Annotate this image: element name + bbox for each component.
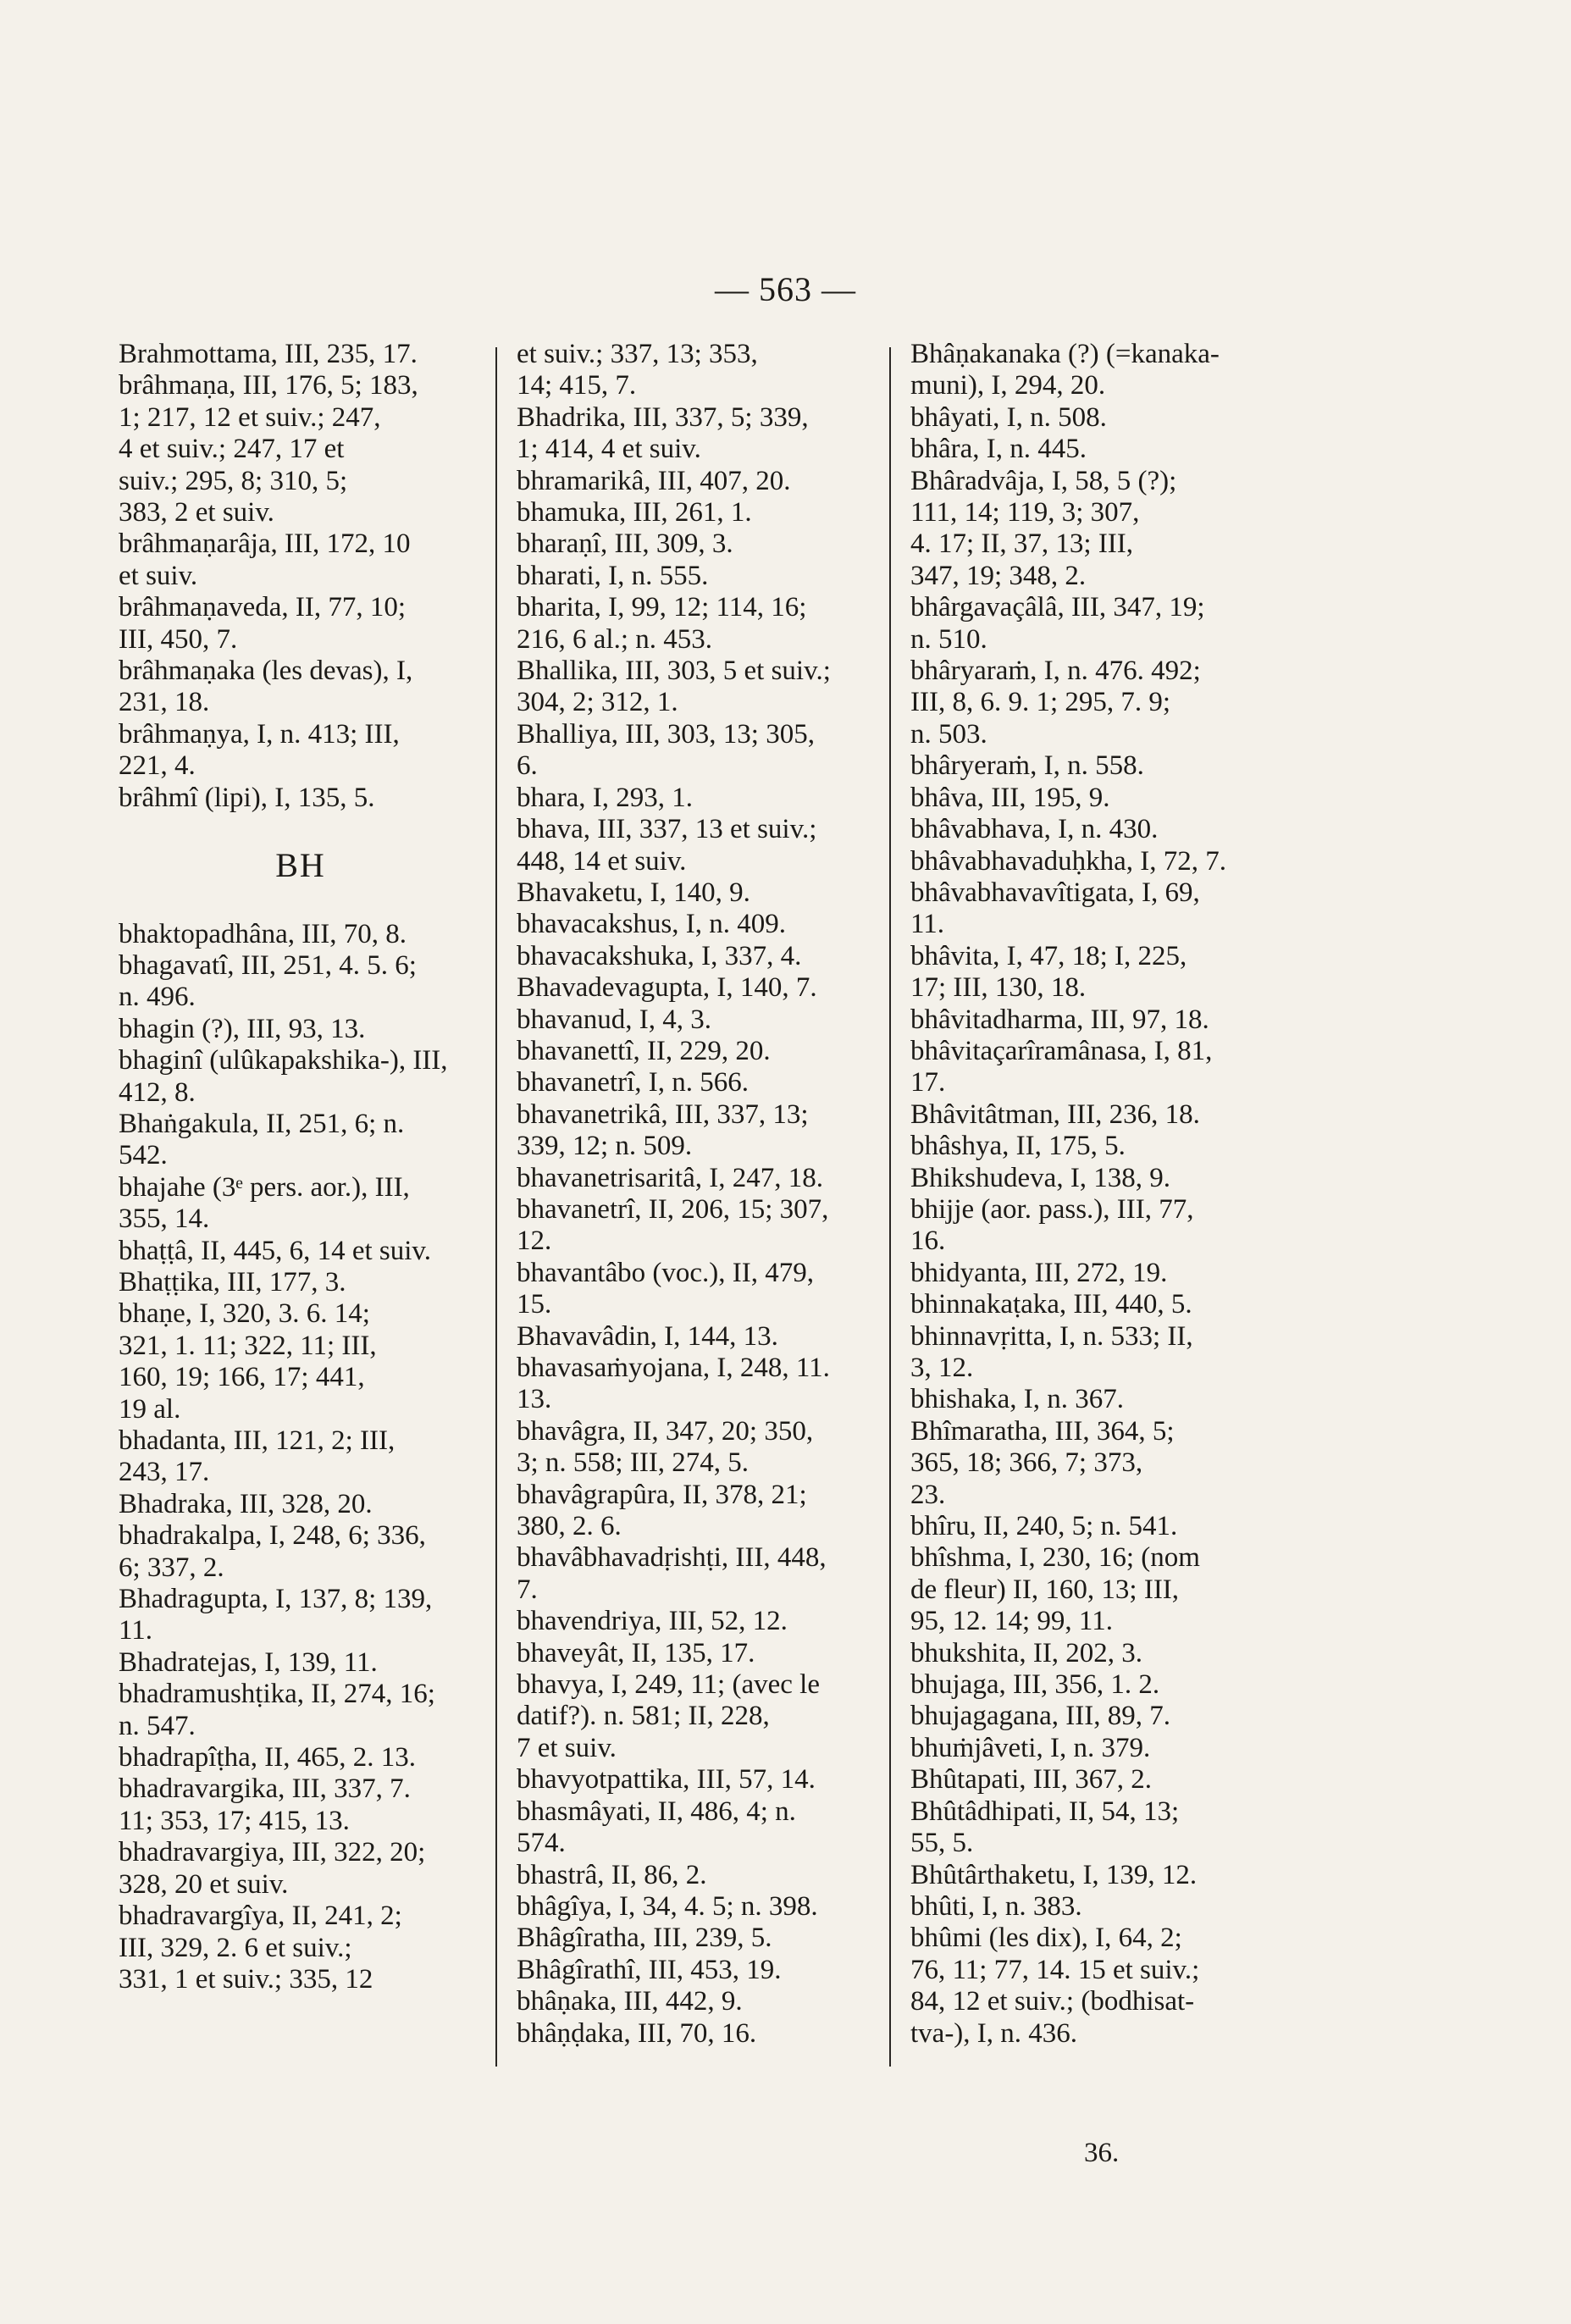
- entry-line: bhâṇḍaka, III, 70, 16.: [517, 2017, 757, 2049]
- index-entry: [517, 1416, 881, 1480]
- entry-line: bhâgîya, I, 34, 4. 5; n. 398.: [517, 1890, 818, 1922]
- index-entry: [910, 339, 1283, 402]
- entry-line: bhadrakalpa, I, 248, 6; 336,: [119, 1520, 426, 1552]
- entry-line: bhishaka, I, n. 367.: [910, 1384, 1125, 1415]
- entry-line: Bhûtârthaketu, I, 139, 12.: [910, 1859, 1198, 1890]
- index-entry: [517, 1542, 881, 1606]
- index-entry: [517, 941, 881, 972]
- entry-line: bhajahe (3ᵉ pers. aor.), III,: [119, 1171, 410, 1203]
- entry-line: Bhadrika, III, 337, 5; 339,: [517, 401, 809, 433]
- entry-line: bhavantâbo (voc.), II, 479,: [517, 1257, 814, 1288]
- index-entry: [910, 1638, 1283, 1669]
- index-entry: [517, 1860, 881, 1891]
- entry-line: bhavâbhavadṛishṭi, III, 448,: [517, 1542, 827, 1574]
- entry-line: bhagin (?), III, 93, 13.: [119, 1013, 366, 1044]
- index-entry: [517, 2018, 881, 2050]
- entry-line: Bhalliya, III, 303, 13; 305,: [517, 718, 815, 750]
- index-entry: [910, 1036, 1283, 1099]
- index-entry: [119, 1773, 483, 1837]
- index-entry: [910, 1733, 1283, 1764]
- index-entry: [910, 783, 1283, 814]
- entry-line: brâhmaṇaka (les devas), I,: [119, 656, 413, 687]
- index-entry: [910, 1860, 1283, 1891]
- index-entry: [910, 1131, 1283, 1162]
- entry-line: bhaveyât, II, 135, 17.: [517, 1637, 755, 1668]
- entry-line: bhâryaraṁ, I, n. 476. 492;: [910, 656, 1201, 687]
- entry-line: Bhavadevagupta, I, 140, 7.: [517, 972, 817, 1004]
- entry-line: bhâvabhavavîtigata, I, 69,: [910, 877, 1200, 908]
- entry-line: bhadramushṭika, II, 274, 16;: [119, 1679, 435, 1710]
- entry-line: 365, 18; 366, 7; 373,: [910, 1447, 1143, 1479]
- entry-line: bhara, I, 293, 1.: [517, 782, 694, 813]
- entry-line: 380, 2. 6.: [517, 1511, 622, 1542]
- entry-line: bhavanettî, II, 229, 20.: [517, 1035, 771, 1066]
- entry-line: III, 450, 7.: [119, 623, 238, 655]
- index-entry: [517, 1194, 881, 1258]
- index-entry: [517, 909, 881, 940]
- index-entry: [517, 719, 881, 783]
- entry-line: bhadravargîya, II, 241, 2;: [119, 1901, 402, 1932]
- entry-line: brâhmî (lipi), I, 135, 5.: [119, 782, 375, 813]
- index-entry: [910, 1004, 1283, 1036]
- entry-line: 15.: [517, 1289, 552, 1320]
- index-entry: [910, 1289, 1283, 1320]
- entry-line: bhâryeraṁ, I, n. 558.: [910, 750, 1144, 782]
- entry-line: Bhâṇakanaka (?) (=kanaka-: [910, 339, 1220, 369]
- entry-line: bhidyanta, III, 272, 19.: [910, 1257, 1168, 1288]
- index-entry: [910, 434, 1283, 465]
- index-entry: [517, 1796, 881, 1860]
- entry-line: 231, 18.: [119, 687, 210, 718]
- entry-line: bhâra, I, n. 445.: [910, 434, 1087, 465]
- entry-line: bharaṇî, III, 309, 3.: [517, 528, 733, 560]
- index-entry: [910, 1321, 1283, 1385]
- entry-line: 4 et suiv.; 247, 17 et: [119, 434, 345, 465]
- index-entry: [517, 1986, 881, 2017]
- entry-line: bhavâgra, II, 347, 20; 350,: [517, 1415, 814, 1447]
- index-entry: [910, 1891, 1283, 1923]
- index-entry: [119, 592, 483, 656]
- entry-line: 355, 14.: [119, 1204, 210, 1235]
- entry-line: bhâvitadharma, III, 97, 18.: [910, 1004, 1209, 1035]
- entry-line: 11; 353, 17; 415, 13.: [119, 1805, 350, 1836]
- entry-line: brâhmaṇya, I, n. 413; III,: [119, 718, 400, 750]
- entry-line: bhavacakshuka, I, 337, 4.: [517, 940, 802, 971]
- entry-line: Bhadragupta, I, 137, 8; 139,: [119, 1584, 433, 1615]
- entry-line: bhâshya, II, 175, 5.: [910, 1131, 1126, 1162]
- entry-line: 23.: [910, 1479, 946, 1510]
- index-entry: [910, 941, 1283, 1004]
- index-column-middle: [517, 339, 881, 2050]
- entry-line: Bhikshudeva, I, 138, 9.: [910, 1162, 1171, 1193]
- index-entry: [517, 1606, 881, 1637]
- entry-line: bhukshita, II, 202, 3.: [910, 1637, 1143, 1668]
- index-entry: [119, 656, 483, 719]
- entry-line: bhaginî (ulûkapakshika-), III,: [119, 1045, 448, 1076]
- entry-line: bhadrapîṭha, II, 465, 2. 13.: [119, 1742, 416, 1773]
- entry-line: n. 496.: [119, 982, 196, 1013]
- entry-line: 331, 1 et suiv.; 335, 12: [119, 1963, 373, 1995]
- index-entry: [119, 1520, 483, 1584]
- entry-line: 216, 6 al.; n. 453.: [517, 623, 712, 655]
- index-entry: [517, 1321, 881, 1353]
- entry-line: n. 547.: [119, 1710, 196, 1741]
- entry-line: bhâva, III, 195, 9.: [910, 782, 1110, 813]
- entry-line: Bhûtâdhipati, II, 54, 13;: [910, 1796, 1180, 1827]
- index-entry: [910, 1163, 1283, 1194]
- entry-line: 383, 2 et suiv.: [119, 497, 274, 528]
- index-entry: [119, 1109, 483, 1172]
- entry-line: 542.: [119, 1140, 168, 1171]
- entry-line: bhavacakshus, I, n. 409.: [517, 909, 787, 940]
- index-entry: [119, 1584, 483, 1647]
- entry-line: bhadravargika, III, 337, 7.: [119, 1773, 411, 1805]
- index-entry: [517, 1353, 881, 1416]
- index-entry: [517, 1163, 881, 1194]
- entry-line: 339, 12; n. 509.: [517, 1131, 693, 1162]
- entry-line: bhagavatî, III, 251, 4. 5. 6;: [119, 949, 417, 981]
- index-entry: [119, 783, 483, 814]
- index-entry: [119, 1045, 483, 1109]
- entry-line: 448, 14 et suiv.: [517, 845, 687, 877]
- entry-line: bhâvabhava, I, n. 430.: [910, 814, 1159, 845]
- entry-line: Bhallika, III, 303, 5 et suiv.;: [517, 656, 831, 687]
- entry-line: Bhâgîratha, III, 239, 5.: [517, 1923, 772, 1954]
- entry-line: bhîshma, I, 230, 16; (nom: [910, 1542, 1200, 1574]
- entry-line: bhijje (aor. pass.), III, 77,: [910, 1193, 1194, 1225]
- entry-line: bhramarikâ, III, 407, 20.: [517, 465, 791, 496]
- column-divider: [495, 347, 497, 2067]
- entry-line: brâhmaṇaveda, II, 77, 10;: [119, 592, 407, 623]
- entry-line: bhinnakaṭaka, III, 440, 5.: [910, 1289, 1192, 1320]
- entry-line: 1; 217, 12 et suiv.; 247,: [119, 401, 381, 433]
- index-entry: [119, 919, 483, 950]
- index-entry: [119, 1837, 483, 1901]
- entry-line: bhavanud, I, 4, 3.: [517, 1004, 712, 1035]
- index-entry: [517, 1099, 881, 1163]
- index-entry: [517, 1764, 881, 1796]
- index-entry: [910, 1384, 1283, 1415]
- entry-line: Brahmottama, III, 235, 17.: [119, 339, 418, 369]
- index-entry: [910, 877, 1283, 941]
- entry-line: bhaktopadhâna, III, 70, 8.: [119, 918, 407, 949]
- entry-line: 304, 2; 312, 1.: [517, 687, 678, 718]
- entry-line: bhîru, II, 240, 5; n. 541.: [910, 1511, 1178, 1542]
- entry-line: 111, 14; 119, 3; 307,: [910, 497, 1140, 528]
- entry-line: bhûti, I, n. 383.: [910, 1890, 1082, 1922]
- index-entry: [517, 466, 881, 497]
- index-entry: [910, 1099, 1283, 1131]
- entry-line: 1; 414, 4 et suiv.: [517, 434, 701, 465]
- entry-line: bhaṇe, I, 320, 3. 6. 14;: [119, 1298, 370, 1330]
- entry-line: 321, 1. 11; 322, 11; III,: [119, 1330, 377, 1361]
- entry-line: bhâvita, I, 47, 18; I, 225,: [910, 940, 1187, 971]
- index-column-left: [119, 339, 483, 1995]
- entry-line: 16.: [910, 1226, 946, 1257]
- index-entry: [517, 783, 881, 814]
- entry-line: bhavasaṁyojana, I, 248, 11.: [517, 1353, 830, 1383]
- entry-line: Bhâvitâtman, III, 236, 18.: [910, 1098, 1200, 1130]
- entry-line: bhasmâyati, II, 486, 4; n.: [517, 1796, 796, 1827]
- index-entry: [517, 1955, 881, 1986]
- index-entry: [910, 1764, 1283, 1796]
- index-entry: [910, 466, 1283, 593]
- entry-line: 95, 12. 14; 99, 11.: [910, 1606, 1113, 1637]
- index-entry: [517, 1638, 881, 1669]
- entry-line: 574.: [517, 1828, 566, 1859]
- entry-line: bhastrâ, II, 86, 2.: [517, 1859, 707, 1890]
- index-entry: [910, 1194, 1283, 1258]
- entry-line: BH: [275, 846, 326, 885]
- index-entry: [910, 592, 1283, 656]
- entry-line: n. 503.: [910, 718, 987, 750]
- entry-line: Bhaṭṭika, III, 177, 3.: [119, 1266, 346, 1298]
- entry-line: suiv.; 295, 8; 310, 5;: [119, 465, 348, 496]
- entry-line: bharita, I, 99, 12; 114, 16;: [517, 592, 807, 623]
- index-entry: [517, 814, 881, 877]
- entry-line: 412, 8.: [119, 1076, 196, 1108]
- entry-line: et suiv.: [119, 560, 198, 591]
- entry-line: bhavanetrî, II, 206, 15; 307,: [517, 1193, 829, 1225]
- index-entry: [517, 1067, 881, 1098]
- entry-line: bhava, III, 337, 13 et suiv.;: [517, 814, 817, 845]
- index-entry: [119, 1172, 483, 1236]
- index-entry: [910, 1669, 1283, 1701]
- index-entry: [910, 750, 1283, 782]
- entry-line: 13.: [517, 1384, 552, 1415]
- index-entry: [910, 814, 1283, 845]
- entry-line: 12.: [517, 1226, 552, 1257]
- entry-line: 160, 19; 166, 17; 441,: [119, 1362, 365, 1393]
- entry-line: Bhadratejas, I, 139, 11.: [119, 1646, 378, 1678]
- entry-line: bhadravargiya, III, 322, 20;: [119, 1837, 426, 1868]
- entry-line: bhârgavaçâlâ, III, 347, 19;: [910, 592, 1205, 623]
- index-entry: [119, 1236, 483, 1267]
- entry-line: bhujaga, III, 356, 1. 2.: [910, 1669, 1160, 1701]
- entry-line: 84, 12 et suiv.; (bodhisat-: [910, 1986, 1195, 2017]
- entry-line: III, 8, 6. 9. 1; 295, 7. 9;: [910, 687, 1171, 718]
- entry-line: Bhavavâdin, I, 144, 13.: [517, 1320, 778, 1352]
- signature-mark: 36.: [1084, 2138, 1120, 2168]
- entry-line: III, 329, 2. 6 et suiv.;: [119, 1932, 352, 1963]
- entry-line: bhavâgrapûra, II, 378, 21;: [517, 1479, 807, 1510]
- index-entry: [517, 1669, 881, 1764]
- entry-line: 221, 4.: [119, 750, 196, 782]
- entry-line: 328, 20 et suiv.: [119, 1868, 289, 1900]
- entry-line: Bhadraka, III, 328, 20.: [119, 1488, 373, 1519]
- index-entry: [910, 1416, 1283, 1511]
- entry-line: Bhîmaratha, III, 364, 5;: [910, 1415, 1175, 1447]
- entry-line: 4. 17; II, 37, 13; III,: [910, 528, 1134, 560]
- entry-line: 3, 12.: [910, 1353, 974, 1383]
- index-entry: [119, 950, 483, 1014]
- entry-line: 7 et suiv.: [517, 1732, 617, 1763]
- entry-line: bhâvabhavaduḥkha, I, 72, 7.: [910, 845, 1226, 877]
- entry-line: 55, 5.: [910, 1828, 974, 1859]
- entry-line: bhaṭṭâ, II, 445, 6, 14 et suiv.: [119, 1235, 432, 1266]
- entry-line: 6; 337, 2.: [119, 1552, 224, 1583]
- entry-line: 19 al.: [119, 1393, 181, 1425]
- index-entry: [517, 656, 881, 719]
- entry-line: bhavyotpattika, III, 57, 14.: [517, 1764, 816, 1796]
- index-entry: [119, 1489, 483, 1520]
- index-entry: [119, 1901, 483, 1995]
- index-entry: [119, 1425, 483, 1489]
- index-entry: [517, 1891, 881, 1923]
- entry-line: Bhâradvâja, I, 58, 5 (?);: [910, 465, 1177, 496]
- index-entry: [517, 1036, 881, 1067]
- index-entry: [517, 1004, 881, 1036]
- section-heading: [119, 846, 483, 885]
- entry-line: bhamuka, III, 261, 1.: [517, 497, 752, 528]
- entry-line: tva-), I, n. 436.: [910, 2017, 1078, 2049]
- entry-line: n. 510.: [910, 623, 987, 655]
- index-entry: [910, 656, 1283, 750]
- entry-line: 17.: [910, 1067, 946, 1098]
- page-number: — 563 —: [715, 270, 856, 308]
- entry-line: bhavendriya, III, 52, 12.: [517, 1606, 788, 1637]
- entry-line: bhâvitaçarîramânasa, I, 81,: [910, 1035, 1213, 1066]
- entry-line: bhavanetrikâ, III, 337, 13;: [517, 1098, 809, 1130]
- index-entry: [119, 528, 483, 592]
- entry-line: datif?). n. 581; II, 228,: [517, 1701, 770, 1732]
- entry-line: bhadanta, III, 121, 2; III,: [119, 1425, 396, 1456]
- entry-line: bhinnavṛitta, I, n. 533; II,: [910, 1320, 1193, 1352]
- entry-line: bhujagagana, III, 89, 7.: [910, 1701, 1170, 1732]
- entry-line: bhâṇaka, III, 442, 9.: [517, 1986, 743, 2017]
- index-entry: [910, 1542, 1283, 1637]
- index-entry: [910, 1796, 1283, 1860]
- index-entry: [119, 370, 483, 528]
- index-entry: [517, 1258, 881, 1321]
- index-entry: [517, 972, 881, 1004]
- index-entry: [517, 1923, 881, 1954]
- entry-line: 17; III, 130, 18.: [910, 972, 1087, 1004]
- entry-line: 14; 415, 7.: [517, 370, 637, 401]
- entry-line: 76, 11; 77, 14. 15 et suiv.;: [910, 1954, 1200, 1985]
- index-entry: [517, 402, 881, 466]
- entry-line: bharati, I, n. 555.: [517, 560, 709, 591]
- entry-line: 11.: [119, 1615, 153, 1646]
- index-entry: [910, 402, 1283, 434]
- index-entry: [517, 339, 881, 402]
- entry-line: bhavanetrî, I, n. 566.: [517, 1067, 750, 1098]
- entry-line: bhuṁjâveti, I, n. 379.: [910, 1732, 1151, 1763]
- entry-line: bhâyati, I, n. 508.: [910, 401, 1107, 433]
- index-entry: [517, 877, 881, 909]
- entry-line: et suiv.; 337, 13; 353,: [517, 339, 758, 369]
- index-entry: [517, 592, 881, 656]
- entry-line: bhavya, I, 249, 11; (avec le: [517, 1669, 820, 1701]
- index-entry: [517, 497, 881, 528]
- index-entry: [910, 846, 1283, 877]
- entry-line: Bhâgîrathî, III, 453, 19.: [517, 1954, 782, 1985]
- index-entry: [517, 561, 881, 592]
- entry-line: bhûmi (les dix), I, 64, 2;: [910, 1923, 1182, 1954]
- entry-line: 7.: [517, 1574, 538, 1605]
- entry-line: bhavanetrisaritâ, I, 247, 18.: [517, 1162, 823, 1193]
- index-entry: [119, 1647, 483, 1679]
- index-entry: [119, 339, 483, 370]
- entry-line: 6.: [517, 750, 538, 782]
- index-entry: [517, 528, 881, 560]
- entry-line: Bhavaketu, I, 140, 9.: [517, 877, 750, 908]
- index-entry: [910, 1701, 1283, 1732]
- entry-line: Bhûtapati, III, 367, 2.: [910, 1764, 1153, 1796]
- index-entry: [517, 1480, 881, 1543]
- index-entry: [119, 1679, 483, 1742]
- entry-line: 11.: [910, 909, 945, 940]
- entry-line: 243, 17.: [119, 1457, 210, 1488]
- entry-line: 347, 19; 348, 2.: [910, 560, 1087, 591]
- index-column-right: [910, 339, 1283, 2050]
- index-entry: [910, 1923, 1283, 2050]
- index-entry: [910, 1511, 1283, 1542]
- index-entry: [910, 1258, 1283, 1289]
- entry-line: muni), I, 294, 20.: [910, 370, 1106, 401]
- index-entry: [119, 1742, 483, 1773]
- entry-line: 3; n. 558; III, 274, 5.: [517, 1447, 750, 1479]
- entry-line: de fleur) II, 160, 13; III,: [910, 1574, 1180, 1605]
- index-entry: [119, 719, 483, 783]
- index-entry: [119, 1267, 483, 1298]
- column-divider: [889, 347, 891, 2067]
- entry-line: brâhmaṇa, III, 176, 5; 183,: [119, 370, 418, 401]
- index-entry: [119, 1298, 483, 1425]
- index-entry: [119, 1014, 483, 1045]
- entry-line: Bhaṅgakula, II, 251, 6; n.: [119, 1108, 405, 1139]
- entry-line: brâhmaṇarâja, III, 172, 10: [119, 528, 411, 560]
